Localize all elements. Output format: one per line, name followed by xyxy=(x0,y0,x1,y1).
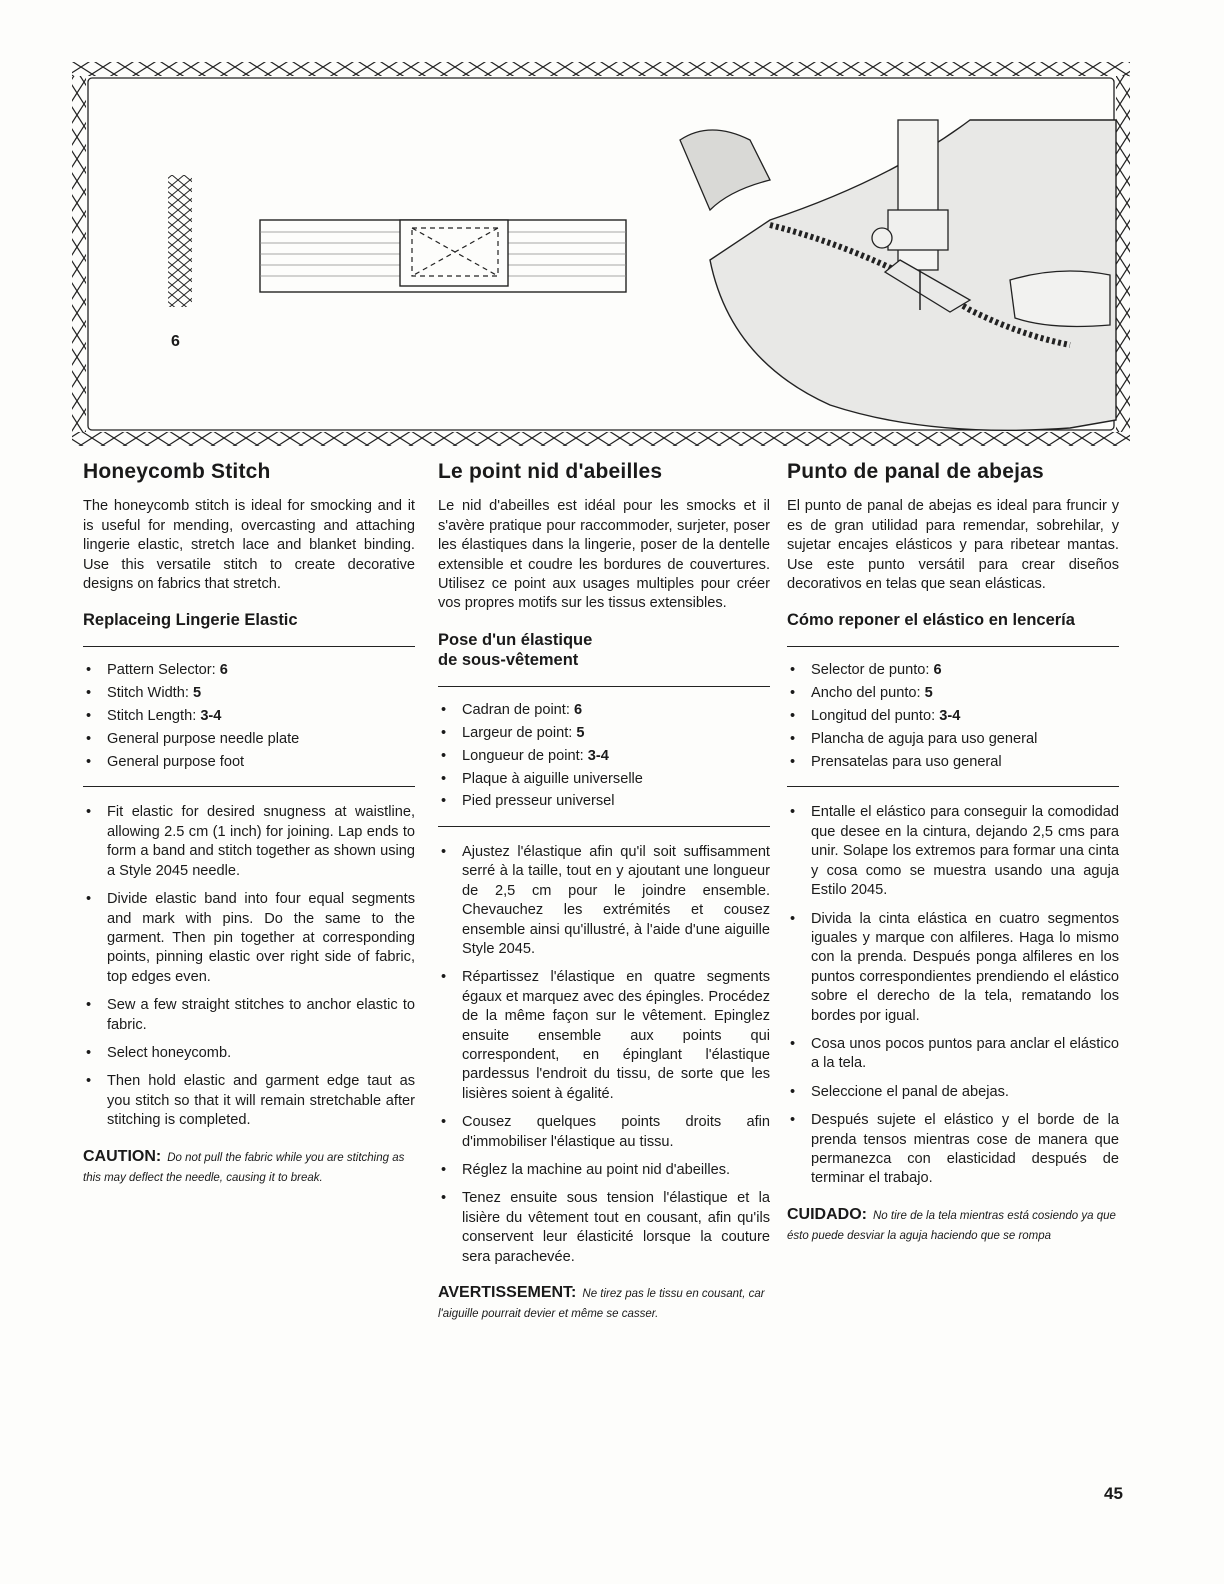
settings-item: • Prensatelas para uso general xyxy=(787,753,1119,772)
step-item: • Divide elastic band into four equal segments and mark with pins. Do the same to the garment. Then pin together at corresponding points, pinning elastic over right side of fabric, top edges even. xyxy=(83,890,415,987)
settings-item: • Plaque à aiguille universelle xyxy=(438,770,770,789)
caution-label: CUIDADO: xyxy=(787,1205,867,1223)
settings-item: • Cadran de point: 6 xyxy=(438,701,770,720)
english-subtitle: Replaceing Lingerie Elastic xyxy=(83,611,298,630)
settings-item: • Largeur de point: 5 xyxy=(438,724,770,743)
settings-item: • Pied presseur universel xyxy=(438,792,770,811)
caution-text: No tire de la tela mientras está cosiendo ya que ésto puede desviar la aguja haciendo que se rompa xyxy=(787,1209,1116,1242)
settings-item: • Longueur de point: 3-4 xyxy=(438,747,770,766)
step-item: • Cosa unos pocos puntos para anclar el elástico a la tela. xyxy=(787,1035,1119,1074)
settings-item: • Selector de punto: 6 xyxy=(787,661,1119,680)
divider xyxy=(438,826,770,827)
divider xyxy=(83,786,415,787)
english-intro: The honeycomb stitch is ideal for smocking and it is useful for mending, overcasting and attaching lingerie elastic, stretch lace and blanket binding. Use this versatile stitch to create decorative designs on fabrics that stretch. xyxy=(83,498,415,593)
step-item: • Réglez la machine au point nid d'abeilles. xyxy=(438,1161,770,1180)
sewing-machine-sketch xyxy=(680,120,1116,430)
settings-item: • Stitch Width: 5 xyxy=(83,684,415,703)
step-item: • Ajustez l'élastique afin qu'il soit suffisamment serré à la taille, tout en y ajoutant une longueur de 2,5 cm pour le joindre ensemble. Chevauchez les extrémités et cousez ensemble ainsi qu'illustré, à l'aide d'une aiguille Style 2045. xyxy=(438,843,770,959)
settings-item: • Stitch Length: 3-4 xyxy=(83,707,415,726)
spanish-caution xyxy=(787,1205,1119,1246)
step-item: • Sew a few straight stitches to anchor elastic to fabric. xyxy=(83,996,415,1035)
settings-item: • Plancha de aguja para uso general xyxy=(787,730,1119,749)
french-caution xyxy=(438,1283,770,1324)
english-title: Honeycomb Stitch xyxy=(83,460,271,483)
spanish-settings-list xyxy=(787,661,1119,772)
step-item: • Select honeycomb. xyxy=(83,1044,415,1063)
spanish-subtitle: Cómo reponer el elástico en lencería xyxy=(787,611,1075,630)
divider xyxy=(438,686,770,687)
settings-item: • Pattern Selector: 6 xyxy=(83,661,415,680)
french-steps-list xyxy=(438,843,770,1267)
french-column xyxy=(438,462,770,1324)
stitch-pattern-sample xyxy=(168,175,192,307)
settings-item: • Longitud del punto: 3-4 xyxy=(787,707,1119,726)
english-column xyxy=(83,462,415,1188)
stitch-number: 6 xyxy=(171,333,180,350)
page-number: 45 xyxy=(1104,1484,1123,1503)
french-title: Le point nid d'abeilles xyxy=(438,460,663,483)
step-item: • Seleccione el panal de abejas. xyxy=(787,1083,1119,1102)
divider xyxy=(787,646,1119,647)
settings-item: • General purpose needle plate xyxy=(83,730,415,749)
spanish-steps-list xyxy=(787,803,1119,1188)
settings-item: • Ancho del punto: 5 xyxy=(787,684,1119,703)
caution-text: Do not pull the fabric while you are stitching as this may deflect the needle, causing it to break. xyxy=(83,1151,405,1184)
step-item: • Fit elastic for desired snugness at waistline, allowing 2.5 cm (1 inch) for joining. Lap ends to form a band and stitch together as shown using a Style 2045 needle. xyxy=(83,803,415,881)
french-subtitle: Pose d'un élastique de sous-vêtement xyxy=(438,630,593,669)
honeycomb-illustration xyxy=(70,60,1132,460)
caution-label: AVERTISSEMENT: xyxy=(438,1284,577,1301)
step-item: • Cousez quelques points droits afin d'immobiliser l'élastique au tissu. xyxy=(438,1113,770,1152)
english-steps-list xyxy=(83,803,415,1130)
english-settings-list xyxy=(83,661,415,772)
french-settings-list xyxy=(438,701,770,812)
step-item: • Tenez ensuite sous tension l'élastique et la lisière du vêtement tout en cousant, afin qu'ils conservent leur élasticité lorsque la couture sera parachevée. xyxy=(438,1189,770,1267)
english-caution xyxy=(83,1147,415,1188)
spanish-column xyxy=(787,462,1119,1246)
elastic-band xyxy=(260,220,626,292)
step-item: • Divida la cinta elástica en cuatro segmentos iguales y marque con alfileres. Haga lo mismo con la prenda. Después ponga alfileres en los puntos correspondientes prendiendo el elástico sobre el derecho de la tela, rematando los bordes por igual. xyxy=(787,910,1119,1026)
divider xyxy=(787,786,1119,787)
step-item: • Répartissez l'élastique en quatre segments égaux et marquez avec des épingles. Procédez de la même façon sur le vêtement. Epinglez ensuite ensemble aux points qui correspondent, en épinglant l'élastique pardessus l'endroit du tissu, de sorte que les lisières soient à égalité. xyxy=(438,968,770,1104)
caution-label: CAUTION: xyxy=(83,1147,162,1165)
french-intro: Le nid d'abeilles est idéal pour les smocks et il s'avère pratique pour raccommoder, surjeter, poser les élastiques dans la lingerie, poser de la dentelle extensible et coudre les bordures de couvertures. Utilisez ce point aux usages multiples pour créer vos propres motifs sur les tissus extensibles. xyxy=(438,498,770,612)
spanish-intro: El punto de panal de abejas es ideal para fruncir y es de gran utilidad para remendar, sobrehilar, y sujetar encajes elásticos y para ribetear mantas. Use este punto versátil para crear diseños decorativos en telas que sean elásticas. xyxy=(787,498,1119,593)
step-item: • Después sujete el elástico y el borde de la prenda tensos mientras cose de manera que permanezca con elasticidad después de terminar el trabajo. xyxy=(787,1111,1119,1189)
step-item: • Entalle el elástico para conseguir la comodidad que desee en la cintura, dejando 2,5 cms para unir. Solape los extremos para formar una cinta y cosa como se muestra usando una aguja Estilo 2045. xyxy=(787,803,1119,900)
spanish-title: Punto de panal de abejas xyxy=(787,460,1044,483)
settings-item: • General purpose foot xyxy=(83,753,415,772)
divider xyxy=(83,646,415,647)
step-item: • Then hold elastic and garment edge taut as you stitch so that it will remain stretchable after stitching is completed. xyxy=(83,1072,415,1130)
caution-text: Ne tirez pas le tissu en cousant, car l'aiguille pourrait devier et même se casser. xyxy=(438,1288,765,1320)
